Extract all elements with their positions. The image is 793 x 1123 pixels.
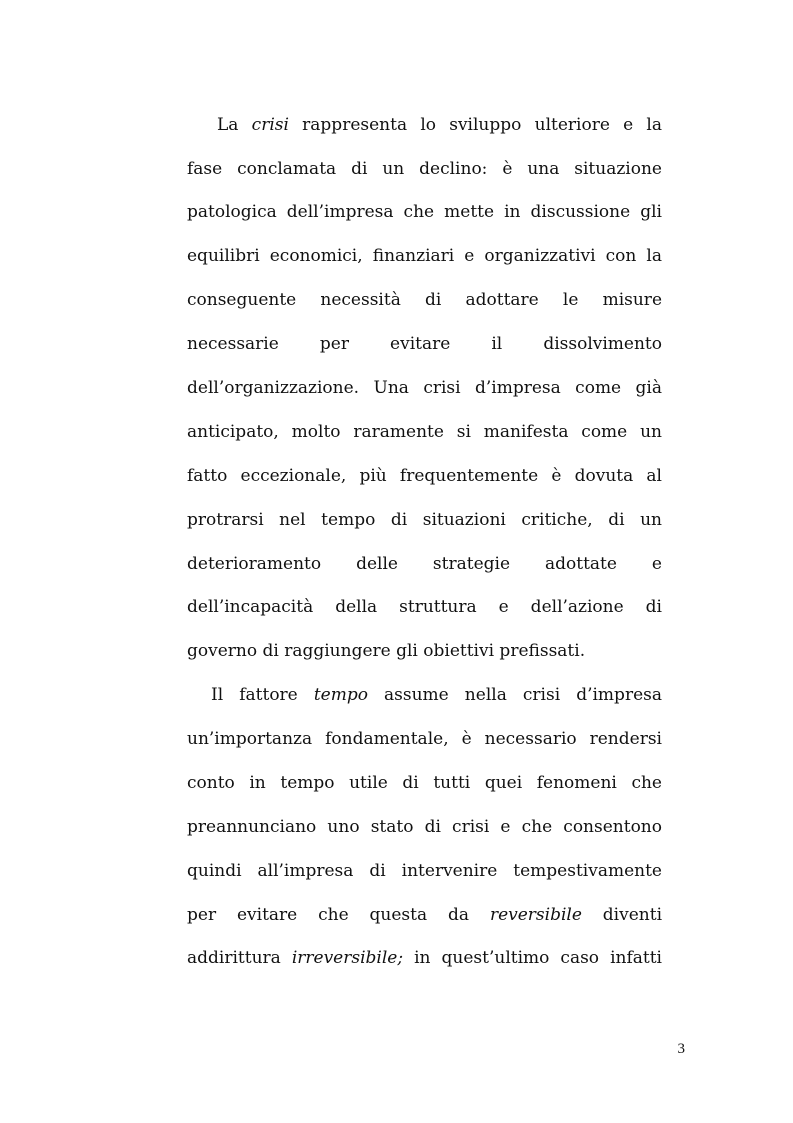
text-line: governo di raggiungere gli obiettivi prefissati. [187,641,586,661]
text-line: fase conclamata di un declino: è una situazione [187,159,662,179]
text-line: conseguente necessità di adottare le misure [187,290,662,310]
text-line: deterioramento delle strategie adottate e [187,554,662,574]
text-line: dell’organizzazione. Una crisi d’impresa come già [187,378,662,398]
italic-term-crisi: crisi [251,115,289,135]
text-line: protrarsi nel tempo di situazioni critiche, di un [187,510,662,530]
text-line: conto in tempo utile di tutti quei fenomeni che [187,773,662,793]
text-line: preannunciano uno stato di crisi e che consentono [187,817,662,837]
text-line: quindi all’impresa di intervenire tempestivamente [187,861,662,881]
text-line: Il fattore tempo assume nella crisi d’impresa [211,685,662,705]
text-line: dell’incapacità della struttura e dell’azione di [187,597,662,617]
text-line: fatto eccezionale, più frequentemente è dovuta al [187,466,662,486]
text-line: per evitare che questa da reversibile diventi [187,905,663,925]
text-line: equilibri economici, finanziari e organizzativi con la [187,246,662,266]
page-number: 3 [677,1041,685,1057]
text-line: necessarie per evitare il dissolvimento [187,334,662,354]
text-line: addirittura irreversibile; in quest’ultimo caso infatti [187,948,662,968]
text-line: un’importanza fondamentale, è necessario rendersi [187,729,662,749]
text-line: patologica dell’impresa che mette in discussione gli [187,202,662,222]
italic-term-irreversibile: irreversibile; [291,948,404,968]
italic-term-reversibile: reversibile [489,905,582,925]
italic-term-tempo: tempo [313,685,368,705]
text-line: anticipato, molto raramente si manifesta come un [187,422,662,442]
text-line: La crisi rappresenta lo sviluppo ulteriore e la [217,115,662,135]
